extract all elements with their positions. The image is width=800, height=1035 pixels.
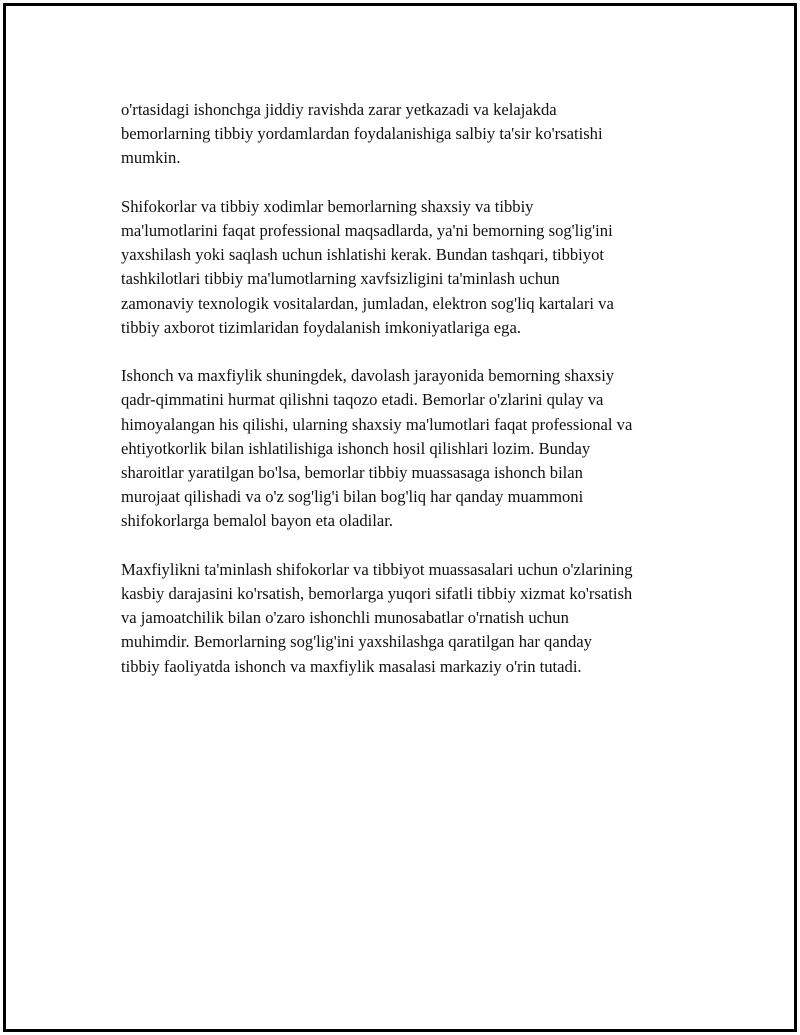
document-body	[121, 98, 701, 703]
paragraph-4: Maxfiylikni ta'minlash shifokorlar va tibbiyot muassasalari uchun o'zlarining kasbiy darajasini ko'rsatish, bemorlarga yuqori sifatli tibbiy xizmat ko'rsatish va jamoatchilik bilan o'zaro ishonchli munosabatlar o'rnatish uchun muhimdir. Bemorlarning sog'lig'ini yaxshilashga qaratilgan har qanday tibbiy faoliyatda ishonch va maxfiylik masalasi markaziy o'rin tutadi.	[121, 559, 633, 676]
paragraph-1: o'rtasidagi ishonchga jiddiy ravishda zarar yetkazadi va kelajakda bemorlarning tibbiy yordamlardan foydalanishiga salbiy ta'sir ko'rsatishi mumkin.	[121, 100, 603, 168]
paragraph-2: Shifokorlar va tibbiy xodimlar bemorlarning shaxsiy va tibbiy ma'lumotlarini faqat professional maqsadlarda, ya'ni bemorning sog'lig'ini yaxshilash yoki saqlash uchun ishlatishi kerak. Bundan tashqari, tibbiyot tashkilotlari tibbiy ma'lumotlarning xavfsizligini ta'minlash uchun zamonaviy texnologik vositalardan, jumladan, elektron sog'liq kartalari va tibbiy axborot tizimlaridan foydalanish imkoniyatlariga ega.	[121, 196, 614, 337]
page-frame	[3, 3, 797, 1032]
paragraph-3: Ishonch va maxfiylik shuningdek, davolash jarayonida bemorning shaxsiy qadr-qimmatini hurmat qilishni taqozo etadi. Bemorlar o'zlarini qulay va himoyalangan his qilishi, ularning shaxsiy ma'lumotlari faqat professional va ehtiyotkorlik bilan ishlatilishiga ishonch hosil qilishlari lozim. Bunday sharoitlar yaratilgan bo'lsa, bemorlar tibbiy muassasaga ishonch bilan murojaat qilishadi va o'z sog'lig'i bilan bog'liq har qanday muammoni shifokorlarga bemalol bayon eta oladilar.	[121, 366, 633, 531]
